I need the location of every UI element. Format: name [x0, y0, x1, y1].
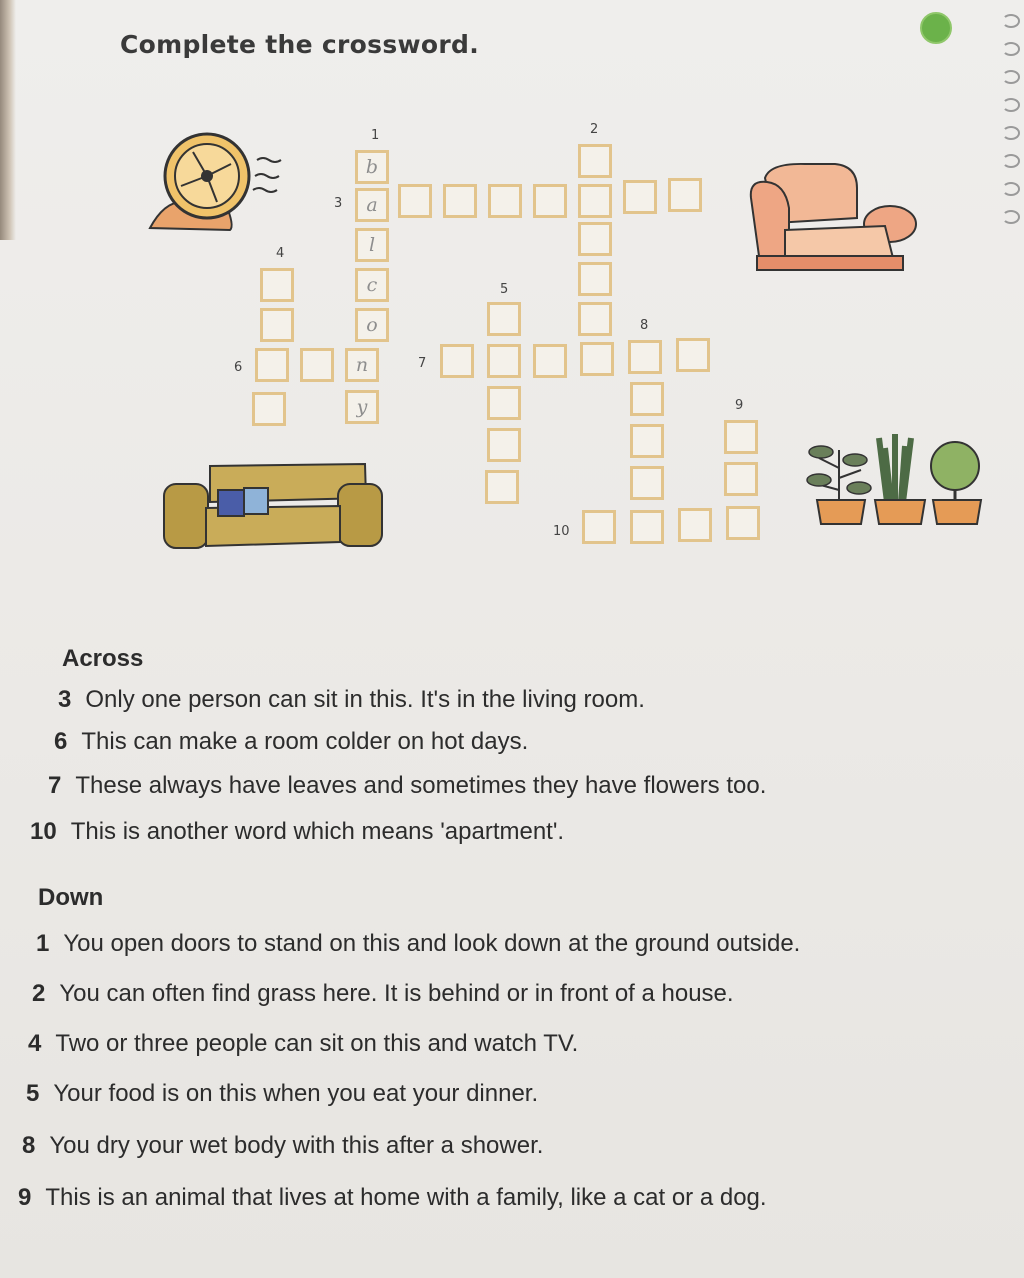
- handwritten-letter: n: [355, 354, 369, 376]
- clue-number: 10: [553, 524, 570, 539]
- down-heading: Down: [38, 884, 104, 911]
- handwritten-letter: c: [366, 274, 378, 296]
- clue-across-10: 10 This is another word which means 'apartment'.: [30, 818, 565, 845]
- clue-down-4: 4 Two or three people can sit on this and watch TV.: [28, 1030, 579, 1057]
- clue-down-9: 9 This is an animal that lives at home with a family, like a cat or a dog.: [18, 1184, 767, 1211]
- clue-across-6: 6 This can make a room colder on hot days.: [54, 728, 529, 755]
- clue-across-7: 7 These always have leaves and sometimes they have flowers too.: [48, 772, 767, 799]
- handwritten-letter: b: [365, 156, 379, 178]
- handwritten-letter: l: [368, 234, 376, 256]
- clue-number: 9: [735, 398, 744, 413]
- across-heading: Across: [62, 645, 144, 672]
- clue-number: 8: [640, 318, 649, 333]
- clue-number: 1: [371, 128, 380, 143]
- page-title: Complete the crossword.: [120, 30, 479, 59]
- clue-down-1: 1 You open doors to stand on this and look down at the ground outside.: [36, 930, 801, 957]
- clue-down-2: 2 You can often find grass here. It is behind or in front of a house.: [32, 980, 734, 1007]
- clue-down-5: 5 Your food is on this when you eat your dinner.: [26, 1080, 539, 1107]
- clue-number: 2: [590, 122, 599, 137]
- clue-down-8: 8 You dry your wet body with this after a shower.: [22, 1132, 544, 1159]
- handwritten-letter: a: [366, 194, 378, 216]
- handwritten-letter: o: [366, 314, 378, 336]
- handwritten-letter: y: [356, 396, 368, 418]
- clue-number: 7: [418, 356, 427, 371]
- clue-number: 5: [500, 282, 509, 297]
- clue-number: 6: [234, 360, 243, 375]
- clue-number: 3: [334, 196, 343, 211]
- clue-number: 4: [276, 246, 285, 261]
- clue-across-3: 3 Only one person can sit in this. It's in the living room.: [58, 686, 645, 713]
